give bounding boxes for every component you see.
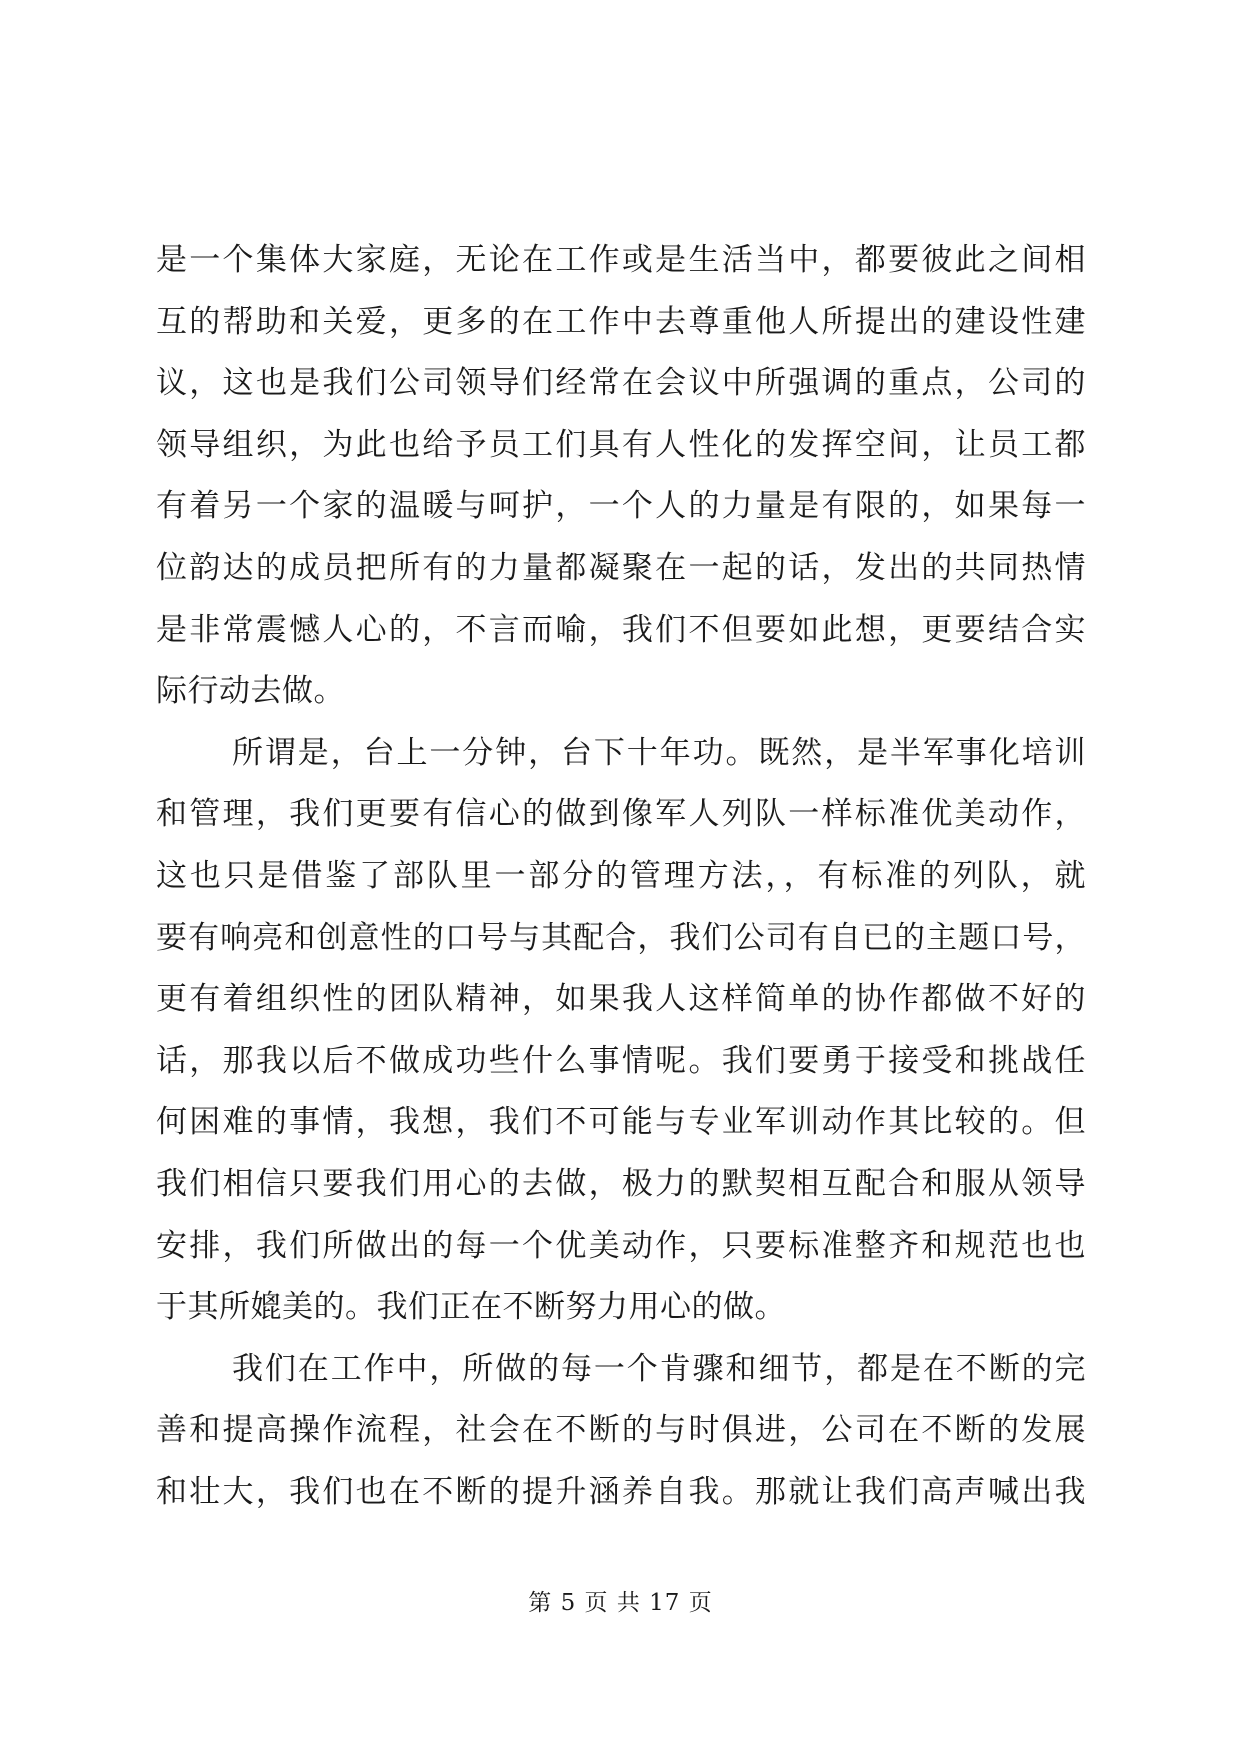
text-line: 议，这也是我们公司领导们经常在会议中所强调的重点，公司的 <box>156 365 1086 402</box>
text-line: 互的帮助和关爱，更多的在工作中去尊重他人所提出的建设性建 <box>156 303 1086 340</box>
text-line: 这也只是借鉴了部队里一部分的管理方法，，有标准的列队，就 <box>156 857 1086 894</box>
text-line: 要有响亮和创意性的口号与其配合，我们公司有自已的主题口号， <box>156 919 1086 956</box>
text-line: 话，那我以后不做成功些什么事情呢。我们要勇于接受和挑战任 <box>156 1042 1086 1079</box>
text-line: 有着另一个家的温暖与呵护，一个人的力量是有限的，如果每一 <box>156 488 1086 525</box>
text-line: 何困难的事情，我想，我们不可能与专业军训动作其比较的。但 <box>156 1104 1086 1141</box>
text-line: 领导组织，为此也给予员工们具有人性化的发挥空间，让员工都 <box>156 426 1086 463</box>
text-line: 所谓是，台上一分钟，台下十年功。既然，是半军事化培训 <box>232 734 1086 771</box>
text-line: 安排，我们所做出的每一个优美动作，只要标准整齐和规范也也 <box>156 1227 1086 1264</box>
text-line: 善和提高操作流程，社会在不断的与时俱进，公司在不断的发展 <box>156 1412 1086 1449</box>
text-line: 我们相信只要我们用心的去做，极力的默契相互配合和服从领导 <box>156 1165 1086 1202</box>
text-line: 我们在工作中，所做的每一个肯骤和细节，都是在不断的完 <box>232 1350 1086 1387</box>
text-line: 于其所媲美的。我们正在不断努力用心的做。 <box>156 1289 786 1326</box>
document-body <box>156 230 1086 1523</box>
text-line: 是一个集体大家庭，无论在工作或是生活当中，都要彼此之间相 <box>156 242 1086 278</box>
text-line: 是非常震憾人心的，不言而喻，我们不但要如此想，更要结合实 <box>156 611 1086 648</box>
text-line: 更有着组织性的团队精神，如果我人这样简单的协作都做不好的 <box>156 981 1086 1018</box>
text-line: 位韵达的成员把所有的力量都凝聚在一起的话，发出的共同热情 <box>156 549 1086 586</box>
text-line: 和壮大，我们也在不断的提升涵养自我。那就让我们高声喊出我 <box>156 1473 1086 1510</box>
text-line: 和管理，我们更要有信心的做到像军人列队一样标准优美动作， <box>156 796 1086 833</box>
page-footer: 第 5 页 共 17 页 <box>528 1590 713 1616</box>
text-line: 际行动去做。 <box>156 673 345 710</box>
